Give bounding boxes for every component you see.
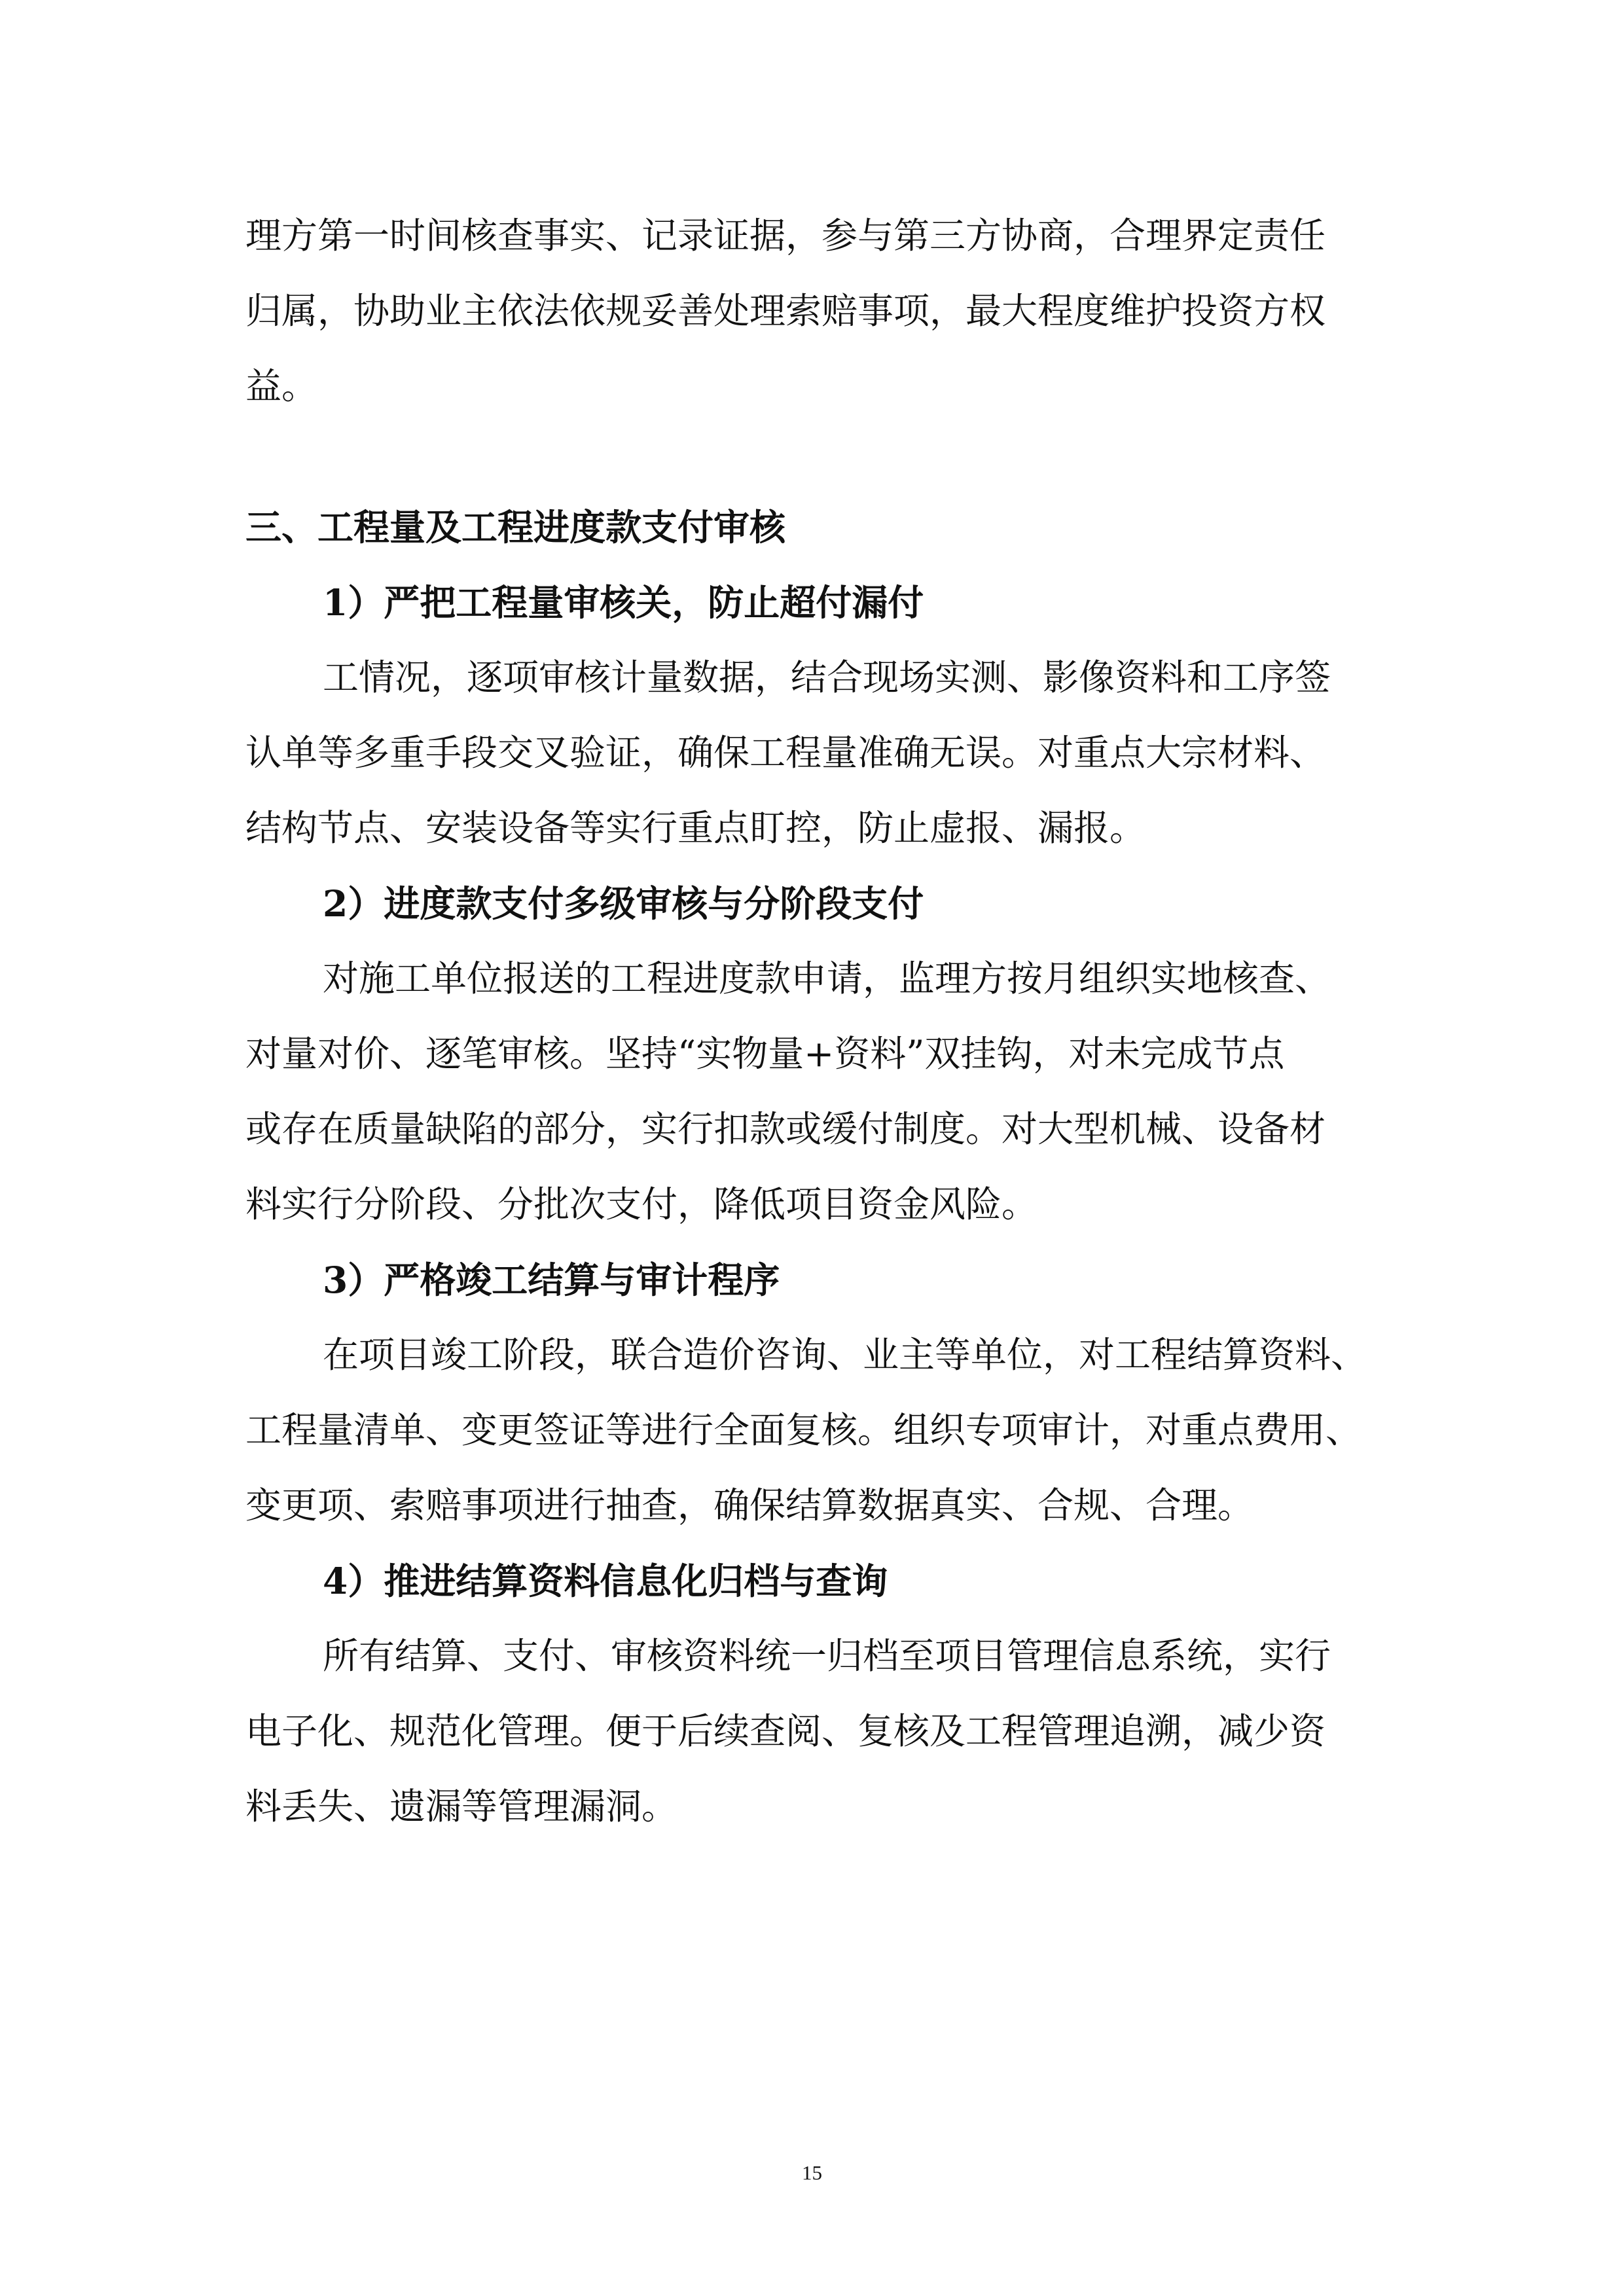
subsection-1-line-1: 工情况，逐项审核计量数据，结合现场实测、影像资料和工序签 (323, 656, 1331, 698)
subsection-3-line-2: 工程量清单、变更签证等进行全面复核。组织专项审计，对重点费用、 (245, 1409, 1362, 1451)
subsection-heading-1: 1）严把工程量审核关，防止超付漏付 (323, 581, 924, 624)
paragraph-tail-line-1: 理方第一时间核查事实、记录证据，参与第三方协商，合理界定责任 (245, 215, 1326, 257)
subsection-heading-4: 4）推进结算资料信息化归档与查询 (323, 1560, 888, 1602)
subsection-2-line-4: 料实行分阶段、分批次支付，降低项目资金风险。 (245, 1183, 1038, 1225)
page-number: 15 (802, 2161, 822, 2184)
subsection-heading-3: 3）严格竣工结算与审计程序 (323, 1259, 780, 1301)
subsection-1-line-3: 结构节点、安装设备等实行重点盯控，防止虚报、漏报。 (245, 807, 1146, 849)
paragraph-tail-line-3: 益。 (245, 365, 318, 407)
subsection-heading-2: 2）进度款支付多级审核与分阶段支付 (323, 882, 924, 925)
subsection-1-line-2: 认单等多重手段交叉验证，确保工程量准确无误。对重点大宗材料、 (245, 732, 1326, 774)
subsection-3-line-3: 变更项、索赔事项进行抽查，确保结算数据真实、合规、合理。 (245, 1484, 1254, 1526)
subsection-4-line-2: 电子化、规范化管理。便于后续查阅、复核及工程管理追溯，减少资 (245, 1710, 1326, 1752)
subsection-2-line-2: 对量对价、逐笔审核。坚持“实物量+资料”双挂钩，对未完成节点 (245, 1033, 1285, 1075)
subsection-4-line-3: 料丢失、遗漏等管理漏洞。 (245, 1785, 678, 1827)
subsection-4-line-1: 所有结算、支付、审核资料统一归档至项目管理信息系统，实行 (323, 1635, 1331, 1677)
subsection-2-line-1: 对施工单位报送的工程进度款申请，监理方按月组织实地核查、 (323, 958, 1331, 999)
subsection-2-line-3: 或存在质量缺陷的部分，实行扣款或缓付制度。对大型机械、设备材 (245, 1108, 1326, 1150)
subsection-3-line-1: 在项目竣工阶段，联合造价咨询、业主等单位，对工程结算资料、 (323, 1334, 1367, 1376)
document-body (245, 198, 1391, 1844)
paragraph-tail-line-2: 归属，协助业主依法依规妥善处理索赔事项，最大程度维护投资方权 (245, 290, 1326, 332)
section-title: 三、工程量及工程进度款支付审核 (245, 506, 786, 548)
